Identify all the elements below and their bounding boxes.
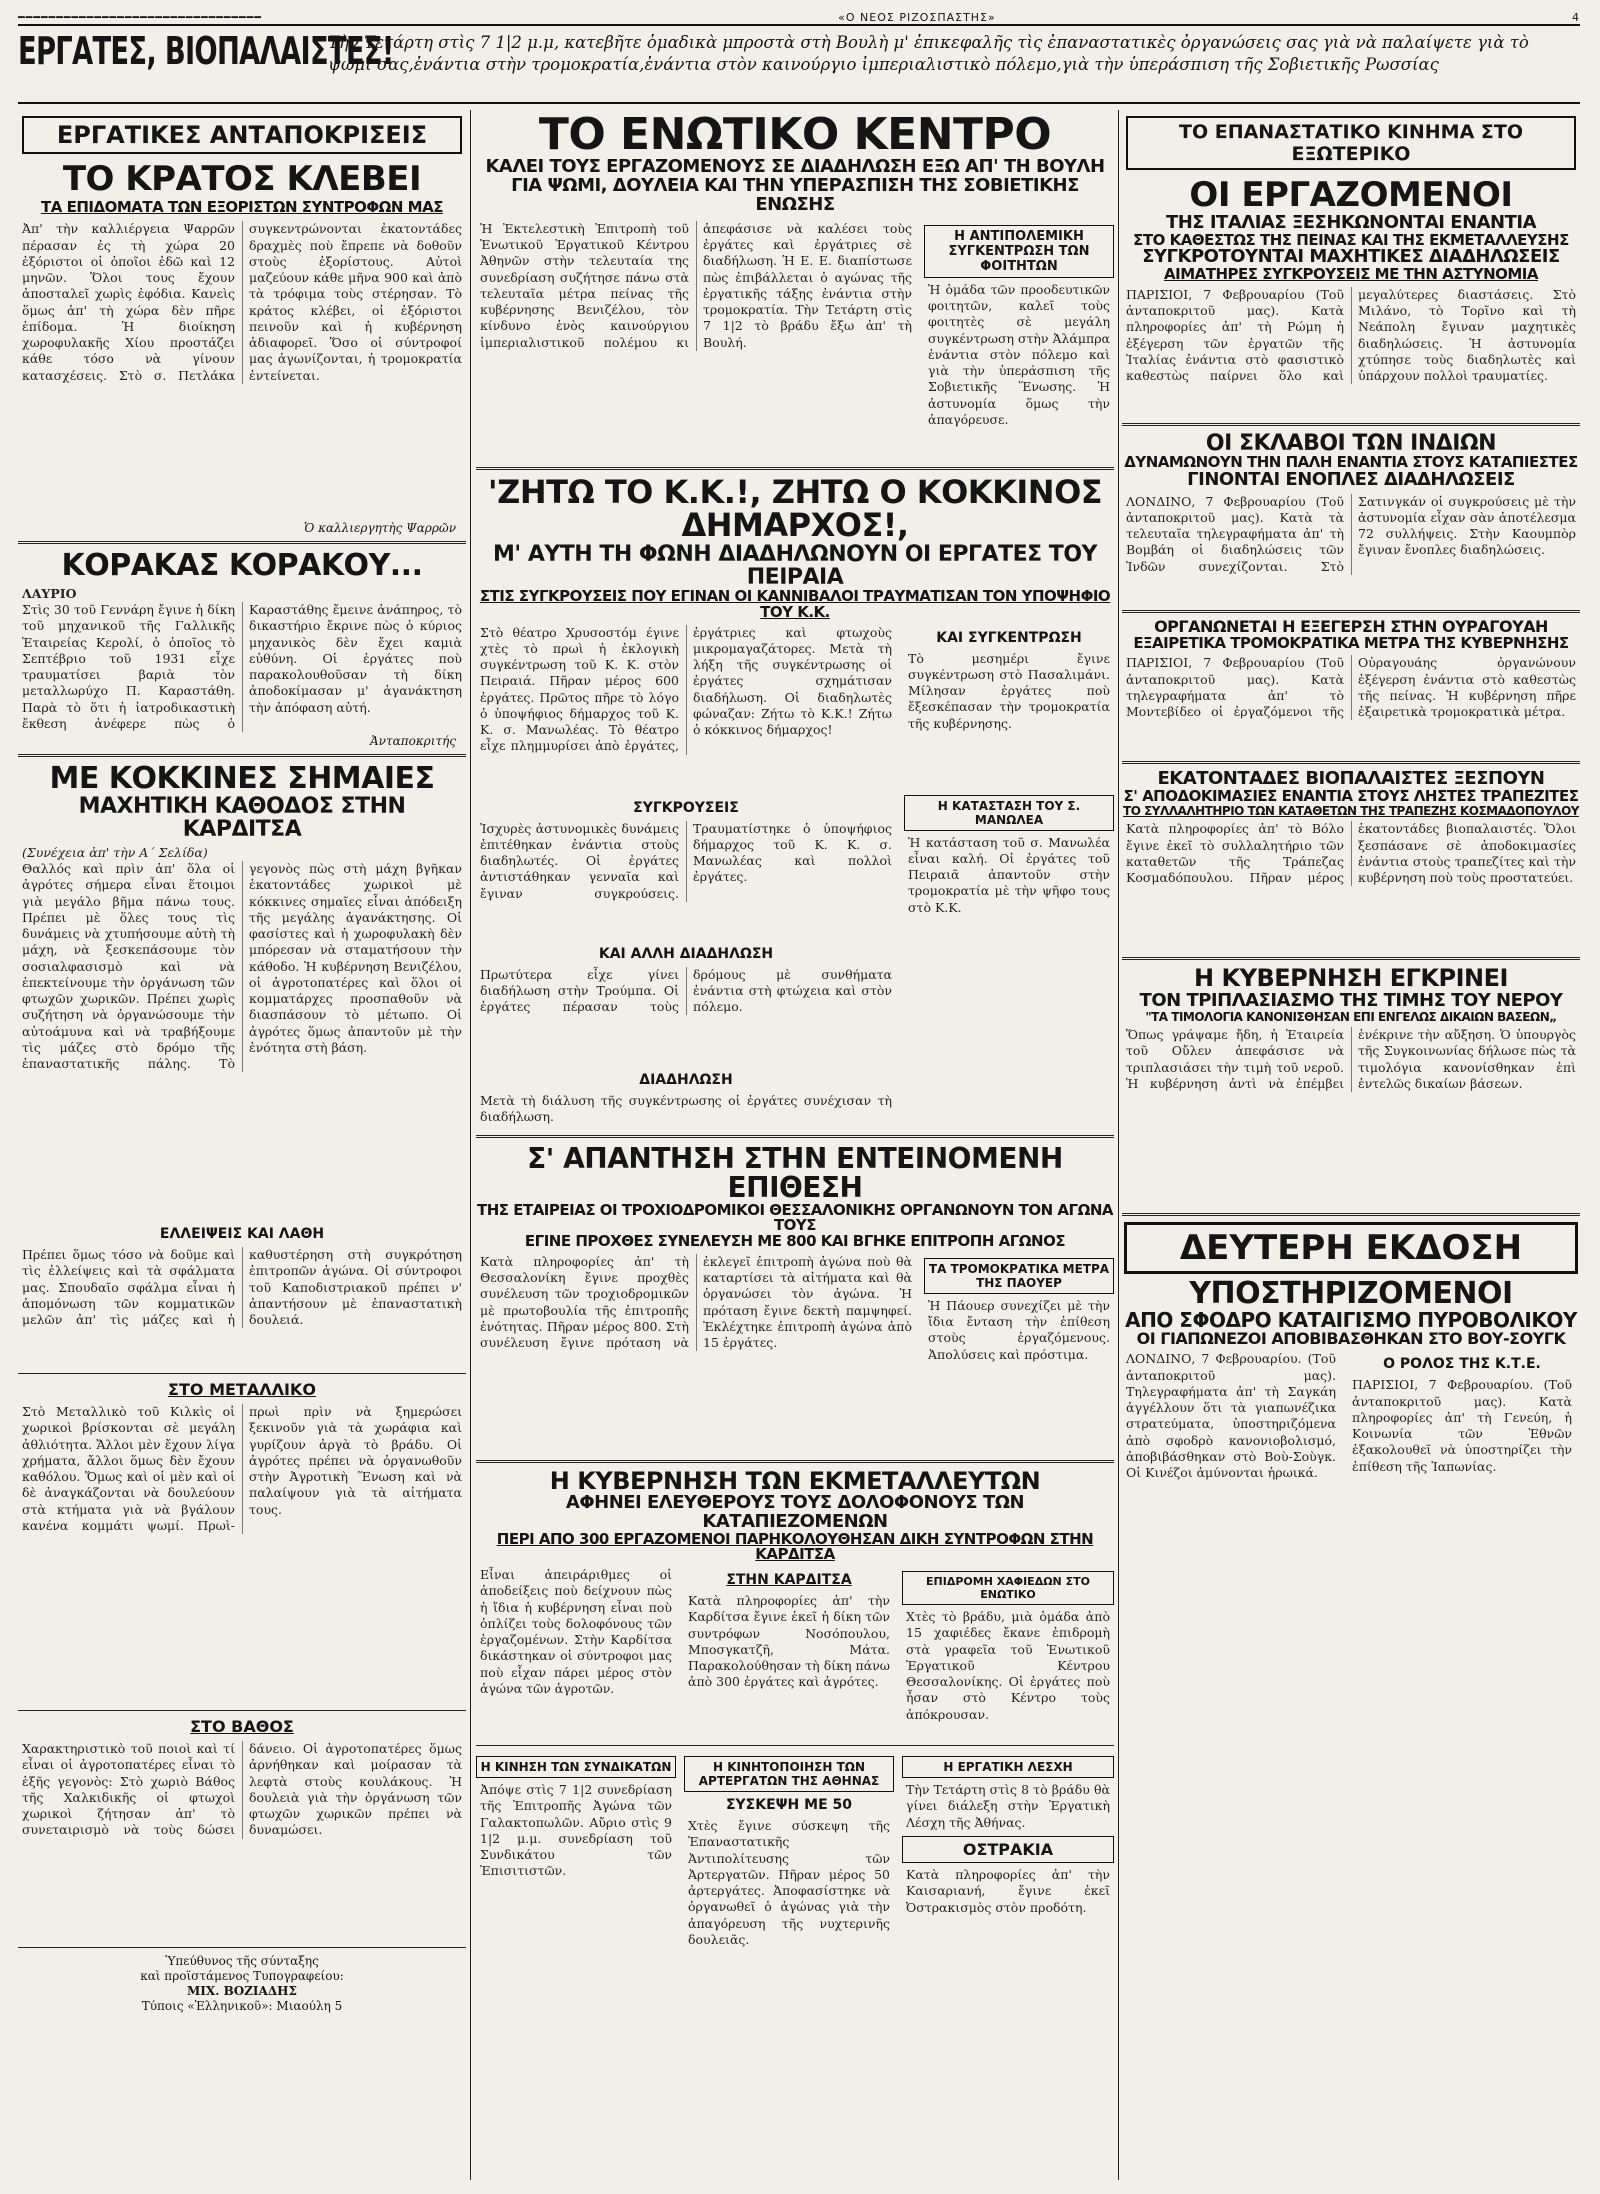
right-column: [1122, 110, 1580, 2180]
article-subheadline: ΤΑ ΕΠΙΔΟΜΑΤΑ ΤΩΝ ΕΞΟΡΙΣΤΩΝ ΣΥΝΤΡΟΦΩΝ ΜΑΣ: [41, 197, 443, 216]
article-subheadline: ΔΥΝΑΜΩΝΟΥΝ ΤΗΝ ΠΑΛΗ ΕΝΑΝΤΙΑ ΣΤΟΥΣ ΚΑΤΑΠΙΕΣΤΕΣ: [1124, 453, 1578, 472]
article-body: Ἡ Ἐκτελεστικὴ Ἐπιτροπὴ τοῦ Ἑνωτικοῦ Ἐργατικοῦ Κέντρου Ἀθηνῶν στὴν τελευταία της συνεδρίαση συζήτησε πάνω στὰ τελευταῖα μέτρα πείνας τῆς κυβέρνησης Βενιζέλου, τὸν κίνδυνο ἑνὸς καινούργιου ἰμπεριαλιστικοῦ πολέμου κι ἀπεφάσισε νὰ καλέσει τοὺς ἐργάτες καὶ ἐργάτριες σὲ διαδήλωση. Ἡ Ε. Ε. διαπίστωσε πὼς ἐπιβάλλεται ὁ αγώνας τῆς ἐργατικῆς τάξης ἐνάντια στὴν τρομοκρατία. Τὴν Τετάρτη στὶς 7 1|2 τὸ βράδυ ἔξω ἀπ' τὴ Βουλή.: [480, 220, 912, 350]
article-body: Ἀπ' τὴν καλλιέργεια Ψαρρῶν πέρασαν ἐς τὴ χώρα 20 ἐξόριστοι οἱ ὁποῖοι ἐδῶ καὶ 12 μηνῶν. Ὅλοι τους ἔχουν ἀποσταλεῖ χωρὶς ἐφόδια. Κανεὶς ὅμως ἀπ' τὴ χώρα δὲν πῆρε ἐπίδομα. Ἡ διοίκηση χωροφυλακῆς Χίου προστάζει κάθε τόσο νὰ γίνουν κατασχέσεις. Στὸ σ. Πετλάκα συγκεντρώνονται ἐκατοντάδες δραχμὲς ποὺ ἔπρεπε νὰ δοθοῦν στοὺς ἐξορίστους. Αὐτοὶ μαζεύουν κάθε μῆνα 900 καὶ ἀπὸ τὰ τρόφιμα τοὺς στέρησαν. Τὸ κράτος κλέβει, οἱ ἐξόριστοι πεινοῦν καὶ ἡ κυβέρνηση ἀδιαφορεῖ. Ὅσο οἱ σύντροφοί μας ἀγωνίζονται, ἡ τρομοκρατία ἐντείνεται.: [22, 221, 462, 383]
article-body: Τὴν Τετάρτη στὶς 8 τὸ βράδυ θὰ γίνει διάλεξη στὴν Ἐργατικὴ Λέσχη τῆς Ἀθήνας.: [906, 1782, 1110, 1830]
boxed-subheading: Η ΚΙΝΗΤΟΠΟΙΗΣΗ ΤΩΝ ΑΡΤΕΡΓΑΤΩΝ ΤΗΣ ΑΘΗΝΑΣ: [684, 1756, 894, 1792]
article-headline: Η ΚΥΒΕΡΝΗΣΗ ΤΩΝ ΕΚΜΕΤΑΛΛΕΥΤΩΝ: [549, 1466, 1041, 1495]
article-subheadline: Μ' ΑΥΤΗ ΤΗ ΦΩΝΗ ΔΙΑΔΗΛΩΝΟΥΝ ΟΙ ΕΡΓΑΤΕΣ ΤΟΥ ΠΕΙΡΑΙΑ: [493, 542, 1097, 591]
divider: [476, 1135, 1114, 1138]
article-subheadline: ΣΥΓΚΡΟΤΟΥΝΤΑΙ ΜΑΧΗΤΙΚΕΣ ΔΙΑΔΗΛΩΣΕΙΣ: [1142, 246, 1560, 268]
inline-subheading: ΣΥΓΚΡΟΥΣΕΙΣ: [633, 799, 739, 816]
article-body: Ἰσχυρὲς ἀστυνομικὲς δυνάμεις ἐπιτέθηκαν ἐνάντια στοὺς διαδηλωτές. Οἱ ἐργάτες ἀντιστάθηκαν γενναῖα καὶ ἔγιναν συγκρούσεις. Τραυματίστηκε ὁ ὑποψήφιος δήμαρχος τοῦ Κ. Κ. σ. Μανωλέας καὶ πολλοὶ ἐργάτες.: [480, 820, 892, 901]
newspaper-page: [18, 10, 1580, 2180]
article-headline: ΤΟ ΚΡΑΤΟΣ ΚΛΕΒΕΙ: [62, 159, 422, 199]
article-headline: ΚΟΡΑΚΑΣ ΚΟΡΑΚΟΥ...: [61, 548, 423, 584]
divider: [476, 467, 1114, 470]
article-headline: Η ΚΥΒΕΡΝΗΣΗ ΕΓΚΡΙΝΕΙ: [1194, 964, 1508, 993]
continuation-note: (Συνέχεια ἀπ' τὴν Α΄ Σελίδα): [22, 844, 208, 860]
article-headline: ΣΤΟ ΜΕΤΑΛΛΙΚΟ: [168, 1380, 316, 1400]
second-edition-banner: ΔΕΥΤΕΡΗ ΕΚΔΟΣΗ: [1124, 1222, 1578, 1274]
article-subheadline: ΕΓΙΝΕ ΠΡΟΧΘΕΣ ΣΥΝΕΛΕΥΣΗ ΜΕ 800 ΚΑΙ ΒΓΗΚΕ ΕΠΙΤΡΟΠΗ ΑΓΩΝΟΣ: [524, 1232, 1066, 1251]
inline-subheading: ΔΙΑΔΗΛΩΣΗ: [639, 1071, 733, 1088]
inline-subheading: ΕΛΛΕΙΨΕΙΣ ΚΑΙ ΛΑΘΗ: [159, 1226, 325, 1243]
article-subheadline: ΤΗΣ ΙΤΑΛΙΑΣ ΞΕΣΗΚΩΝΟΝΤΑΙ ΕΝΑΝΤΙΑ: [1165, 211, 1537, 233]
article-body: Χαρακτηριστικὸ τοῦ ποιοὶ καὶ τί εἶναι οἱ ἀγροτοπατέρες εἶναι τὸ ἑξῆς γεγονὸς: Στὸ χωριὸ Βάθος τῆς Χαλκιδικῆς οἱ φτωχοὶ χωρικοὶ ζήτησαν ἀπ' τὸ συνεταιρισμὸ νὰ τοὺς δώσει δάνειο. Οἱ ἀγροτοπατέρες ὅμως ἀρνήθηκαν καὶ μοίρασαν τὰ λεφτὰ στοὺς κουλάκους. Ἡ δουλειὰ γιὰ τὴν ὀργάνωση τῶν φτωχῶν χωρικῶν πρέπει νὰ δυναμώσει.: [22, 1741, 462, 1838]
article-body: ΠΑΡΙΣΙΟΙ, 7 Φεβρουαρίου (Τοῦ ἀνταποκριτοῦ μας). Κατὰ τηλεγραφήματα ἀπ' τὸ Μοντεβίδεο οἱ ἐργαζόμενοι τῆς Οὐραγουάης ὀργανώνουν ἐξέγερση ἐνάντια στὸ καθεστὼς τῆς πείνας. Ἡ κυβέρνηση πῆρε ἐξαιρετικὰ τρομοκρατικὰ μέτρα.: [1126, 655, 1576, 719]
article-subheadline: ΣΤΙΣ ΣΥΓΚΡΟΥΣΕΙΣ ΠΟΥ ΕΓΙΝΑΝ ΟΙ ΚΑΝΝΙΒΑΛΟΙ ΤΡΑΥΜΑΤΙΣΑΝ ΤΟΝ ΥΠΟΨΗΦΙΟ ΤΟΥ Κ.Κ.: [479, 587, 1111, 621]
article-body: Ἀπόψε στὶς 7 1|2 συνεδρίαση τῆς Ἐπιτροπῆς Ἀγώνα τῶν Γαλακτοπωλῶν. Αὔριο στὶς 9 1|2 μ.μ. συνεδρίαση τοῦ Συνδικάτου τῶν Ἐπισιτιστῶν.: [480, 1782, 672, 1879]
article-body: Στὶς 30 τοῦ Γεννάρη ἔγινε ἡ δίκη τοῦ μηχανικοῦ τῆς Γαλλικῆς Ἑταιρείας Κερολί, ὁ ὁποῖος τὸ Σεπτέβριο τοῦ 1931 εἶχε τραυματίσει βαριὰ τὸν μεταλλωρύχο Π. Καραστάθη. Παρὰ τὸ ὅτι ἡ ἰατροδικαστικὴ ἔκθεση ἀνέφερε πὼς ὁ Καραστάθης ἔμεινε ἀνάπηρος, τὸ δικαστήριο ἔκρινε πὼς ὁ κύριος μηχανικὸς δὲν ἔχει καμιὰ εὐθύνη. Οἱ ἐργάτες ποὺ παρακολουθοῦσαν τὴ δίκη ἀποδοκίμασαν μ' ἀγανάκτηση τὴν ἀπόφαση αὐτή.: [22, 602, 462, 731]
section-heading: ΕΡΓΑΤΙΚΕΣ ΑΝΤΑΠΟΚΡΙΣΕΙΣ: [22, 116, 462, 154]
running-title: «Ο ΝΕΟΣ ΡΙΖΟΣΠΑΣΤΗΣ»: [838, 10, 996, 24]
lead-headline: ΤΟ ΕΝΩΤΙΚΟ ΚΕΝΤΡΟ: [538, 109, 1052, 160]
boxed-subheading: Η ΕΡΓΑΤΙΚΗ ΛΕΣΧΗ: [902, 1756, 1114, 1778]
article-subheadline: ΤΗΣ ΕΤΑΙΡΕΙΑΣ ΟΙ ΤΡΟΧΙΟΔΡΟΜΙΚΟΙ ΘΕΣΣΑΛΟΝΙΚΗΣ ΟΡΓΑΝΩΝΟΥΝ ΤΟΝ ΑΓΩΝΑ ΤΟΥΣ: [476, 1200, 1114, 1235]
article-body: ΠΑΡΙΣΙΟΙ, 7 Φεβρουαρίου. (Τοῦ ἀνταποκριτοῦ μας). Κατὰ πληροφορίες ἀπ' τὴ Γενεύη, ἡ Κοινωνία τῶν Ἐθνῶν ἐξακολουθεῖ νὰ ὑποστηρίζει τὴν ἐπίθεση τῆς Ἰαπωνίας.: [1352, 1377, 1572, 1474]
center-column: [476, 110, 1114, 2180]
article-subheadline: ΠΕΡΙ ΑΠΟ 300 ΕΡΓΑΖΟΜΕΝΟΙ ΠΑΡΗΚΟΛΟΥΘΗΣΑΝ ΔΙΚΗ ΣΥΝΤΡΟΦΩΝ ΣΤΗΝ ΚΑΡΔΙΤΣΑ: [496, 1529, 1094, 1564]
article-subheadline: Σ' ΑΠΟΔΟΚΙΜΑΣΙΕΣ ΕΝΑΝΤΙΑ ΣΤΟΥΣ ΛΗΣΤΕΣ ΤΡΑΠΕΖΙΤΕΣ: [1123, 787, 1579, 806]
divider: [1122, 957, 1580, 960]
divider: [18, 541, 466, 544]
page-number: 4: [1572, 10, 1580, 24]
imprint: [18, 1954, 466, 2014]
divider: [1122, 1213, 1580, 1216]
article-body: ΛΟΝΔΙΝΟ, 7 Φεβρουαρίου. (Τοῦ ἀνταποκριτοῦ μας). Τηλεγραφήματα ἀπ' τὴ Σαγκάη ἀγγέλλουν ὅτι τὰ γιαπωνέζικα στρατεύματα, ὑποστηριζόμενα ἀπὸ σφοδρὸ κανονιοβολισμό, ἀποβιβάσθηκαν στὸ Βοὺ-Σοὺγκ. Οἱ Κινέζοι ἀμύνονται ἡρωικά.: [1126, 1351, 1336, 1481]
boxed-subheading: ΕΠΙΔΡΟΜΗ ΧΑΦΙΕΔΩΝ ΣΤΟ ΕΝΩΤΙΚΟ: [902, 1571, 1114, 1605]
imprint-editor: ΜΙΧ. ΒΟΖΙΑΔΗΣ: [187, 1984, 297, 1999]
article-headline: ΥΠΟΣΤΗΡΙΖΟΜΕΝΟΙ: [1189, 1276, 1513, 1312]
article-subheadline: ΜΑΧΗΤΙΚΗ ΚΑΘΟΔΟΣ ΣΤΗΝ ΚΑΡΔΙΤΣΑ: [78, 793, 406, 842]
inline-subheading: ΣΤΗΝ ΚΑΡΔΙΤΣΑ: [726, 1572, 852, 1589]
running-header: [18, 10, 1580, 26]
article-body: Κατὰ πληροφορίες ἀπ' τὴν Καισαριανή, ἔγινε ἐκεῖ Ὀστρακισμὸς στὸν προδότη.: [906, 1867, 1110, 1915]
article-subheadline: "ΤΑ ΤΙΜΟΛΟΓΙΑ ΚΑΝΟΝΙΣΘΗΣΑΝ ΕΠΙ ΕΝΓΕΛΩΣ ΔΙΚΑΙΩΝ ΒΑΣΕΩΝ„: [1145, 1009, 1557, 1024]
article-subheadline: ΤΟΝ ΤΡΙΠΛΑΣΙΑΣΜΟ ΤΗΣ ΤΙΜΗΣ ΤΟΥ ΝΕΡΟΥ: [1139, 989, 1563, 1011]
article-subheadline: ΑΦΗΝΕΙ ΕΛΕΥΘΕΡΟΥΣ ΤΟΥΣ ΔΟΛΟΦΟΝΟΥΣ ΤΩΝ ΚΑΤΑΠΙΕΖΟΜΕΝΩΝ: [565, 1491, 1025, 1532]
imprint-line: Τύποις «Ἑλληνικοῦ»: Μιαούλη 5: [141, 1999, 343, 2014]
divider: [18, 1710, 466, 1711]
columns: [18, 110, 1580, 2180]
left-column: [18, 110, 466, 2180]
article-body: Ἡ ὁμάδα τῶν προοδευτικῶν φοιτητῶν, καλεῖ τοὺς φοιτητὲς σὲ μεγάλη συγκέντρωση στὴν Ἀλάμπρα ἐνάντια στὸν πόλεμο καὶ γιὰ τὴν ὑπεράσπιση τῆς Σοβιετικῆς Ἕνωσης. Ἡ ἀστυνομία ὅμως τὴν ἀπαγόρευσε.: [928, 281, 1110, 427]
article-body: Πρωτύτερα εἶχε γίνει διαδήλωση στὴν Τρούμπα. Οἱ ἐργάτες πέρασαν τοὺς δρόμους μὲ συνθήματα ἐνάντια στὴ φτώχεια καὶ στὸν πόλεμο.: [480, 966, 892, 1015]
top-banner: [18, 26, 1580, 104]
lead-subheadline: ΓΙΑ ΨΩΜΙ, ΔΟΥΛΕΙΑ ΚΑΙ ΤΗΝ ΥΠΕΡΑΣΠΙΣΗ ΤΗΣ ΣΟΒΙΕΤΙΚΗΣ ΕΝΩΣΗΣ: [511, 175, 1079, 215]
article-body: Χτὲς ἔγινε σύσκεψη τῆς Ἐπαναστατικῆς Ἀντιπολίτευσης τῶν Ἀρτεργατῶν. Πῆραν μέρος 50 ἀρτεργάτες. Ἀποφασίστηκε νὰ ὀργανωθεῖ ὁ ἀγώνας γιὰ τὴν ἀπαγόρευση τῆς νυχτερινῆς δουλειᾶς.: [688, 1818, 890, 1947]
boxed-subheading: Η ΑΝΤΙΠΟΛΕΜΙΚΗ ΣΥΓΚΕΝΤΡΩΣΗ ΤΩΝ ΦΟΙΤΗΤΩΝ: [924, 225, 1114, 278]
column-divider: [1118, 110, 1119, 2180]
inline-subheading: ΚΑΙ ΑΛΛΗ ΔΙΑΔΗΛΩΣΗ: [598, 945, 774, 962]
article-body: Ὅπως γράψαμε ἤδη, ἡ Ἑταιρεία τοῦ Οὔλεν ἀπεφάσισε νὰ τριπλασιάσει τὴν τιμὴ τοῦ νεροῦ. Ἡ κυβέρνηση ἀντὶ νὰ ἐπέμβει ἐνέκρινε τὴν αὔξηση. Ὁ ὑπουργὸς τῆς Συγκοινωνίας δήλωσε πὼς τὰ τιμολόγια κανονίσθηκαν ἐπὶ ἐντελῶς δικαίων βάσεων.: [1126, 1027, 1576, 1091]
column-divider: [470, 110, 471, 2180]
article-headline: ΜΕ ΚΟΚΚΙΝΕΣ ΣΗΜΑΙΕΣ: [49, 761, 435, 797]
article-signature: Ἀνταποκριτής: [370, 734, 456, 749]
inline-subheading: ΣΥΣΚΕΨΗ ΜΕ 50: [725, 1797, 852, 1814]
divider: [1122, 610, 1580, 613]
article-subheadline: ΤΟ ΣΥΛΛΑΛΗΤΗΡΙΟ ΤΩΝ ΚΑΤΑΘΕΤΩΝ ΤΗΣ ΤΡΑΠΕΖΗΣ ΚΟΣΜΑΔΟΠΟΥΛΟΥ: [1123, 803, 1579, 818]
article-body: Εἶναι ἀπειράριθμες οἱ ἀποδείξεις ποὺ δείχνουν πὼς ἡ ἴδια ἡ κυβέρνηση εἶναι ποὺ ὁπλίζει τοὺς δολοφόνους τῶν ἐργαζομένων. Στὴν Καρδίτσα δικάστηκαν οἱ σύντροφοι μας ποὺ εἶχαν πάρει μέρος στὸν ἀγώνα τῶν ἀγροτῶν.: [480, 1567, 672, 1696]
article-body: Τὸ μεσημέρι ἔγινε συγκέντρωση στὸ Πασαλιμάνι. Μίλησαν ἐργάτες ποὺ ἔξεσκέπασαν τὴν τρομοκρατία τῆς κυβέρνησης.: [908, 650, 1110, 731]
article-body: ΠΑΡΙΣΙΟΙ, 7 Φεβρουαρίου (Τοῦ ἀνταποκριτοῦ μας). Κατὰ πληροφορίες ἀπ' τὴ Ρώμη ἡ ἐξέγερση τῶν ἐργατῶν τῆς Ἰταλίας ἐνάντια στὸ φασιστικὸ καθεστὼς παίρνει ὅλο καὶ μεγαλύτερες διαστάσεις. Στὸ Μιλάνο, τὸ Τορῖνο καὶ τὴ Νεάπολη ἔγιναν μαχητικὲς διαδηλώσεις. Ἡ ἀστυνομία χτύπησε τοὺς διαδηλωτὲς καὶ ὑπάρχουν πολλοὶ τραυματίες.: [1126, 286, 1576, 384]
article-subheadline: ΑΙΜΑΤΗΡΕΣ ΣΥΓΚΡΟΥΣΕΙΣ ΜΕ ΤΗΝ ΑΣΤΥΝΟΜΙΑ: [1164, 265, 1538, 284]
article-body: Κατὰ πληροφορίες ἀπ' τὴν Καρδίτσα ἔγινε ἐκεῖ ἡ δίκη τῶν συντρόφων Νοσόπουλου, Μποσγκατζῆ, Μάτα. Παρακολούθησαν τὴ δίκη πάνω ἀπὸ 300 ἐργάτες καὶ ἀγρότες.: [688, 1593, 890, 1690]
article-headline: ΟΡΓΑΝΩΝΕΤΑΙ Η ΕΞΕΓΕΡΣΗ ΣΤΗΝ ΟΥΡΑΓΟΥΑΗ: [1154, 616, 1548, 636]
divider: [1122, 423, 1580, 426]
imprint-line: καὶ προϊστάμενος Τυπογραφείου:: [140, 1969, 344, 1984]
divider: [18, 1373, 466, 1374]
divider: [1122, 761, 1580, 764]
article-subheadline: ΓΙΝΟΝΤΑΙ ΕΝΟΠΛΕΣ ΔΙΑΔΗΛΩΣΕΙΣ: [1187, 468, 1515, 490]
boxed-subheading: Η ΚΙΝΗΣΗ ΤΩΝ ΣΥΝΔΙΚΑΤΩΝ: [476, 1756, 676, 1778]
article-body: Στὸ θέατρο Χρυσοστόμ έγινε χτὲς τὸ πρωὶ ἡ ἐκλογικὴ συγκέντρωση τοῦ Κ. Κ. στὸν Πειραιά. Πῆραν μέρος 600 ἐργάτες. Πρῶτος πῆρε τὸ λόγο ὁ ὑποψήφιος δήμαρχος τοῦ Κ. Κ. σ. Μανωλέας. Τὸ θέατρο εἶχε πλημμυρίσει ἀπὸ ἐργάτες, ἐργάτριες καὶ φτωχοὺς μικρομαγαζάτορες. Μετὰ τὴ λήξη τῆς συγκέντρωσης οἱ ἐργάτες σχημάτισαν διαδήλωση. Οἱ διαδηλωτὲς φώναζαν: Ζήτω τὸ Κ.Κ.! Ζήτω ὁ κόκκινος δήμαρχος!: [480, 624, 892, 754]
divider: [18, 1947, 466, 1948]
article-place: ΛΑΥΡΙΟ: [22, 585, 77, 601]
divider: [18, 754, 466, 757]
article-body: ΛΟΝΔΙΝΟ, 7 Φεβρουαρίου (Τοῦ ἀνταποκριτοῦ μας). Κατὰ τὰ τελευταῖα τηλεγραφήματα ἀπ' τὴ Βομβάη οἱ διαδηλώσεις τῶν Ἰνδῶν συνεχίζονται. Στὸ Σατινγκάν οἱ συγκρούσεις μὲ τὴν ἀστυνομία εἶχαν σὰν ἀποτέλεσμα 72 συλλήψεις. Στὴν Καουμπὸρ ἔγιναν ἔνοπλες διαδηλώσεις.: [1126, 493, 1576, 574]
imprint-line: Ὑπεύθυνος τῆς σύνταξης: [165, 1954, 319, 1969]
article-headline: ΟΙ ΕΡΓΑΖΟΜΕΝΟΙ: [1189, 175, 1513, 215]
article-subheadline: ΕΞΑΙΡΕΤΙΚΑ ΤΡΟΜΟΚΡΑΤΙΚΑ ΜΕΤΡΑ ΤΗΣ ΚΥΒΕΡΝΗΣΗΣ: [1133, 633, 1569, 652]
divider: [476, 1460, 1114, 1463]
article-body: Θαλλός καὶ πρὶν ἀπ' ὅλα οἱ ἀγρότες σήμερα εἶναι ἕτοιμοι γιὰ μεγάλο βῆμα πάνω τους. Πρέπει μὲ ὅλες τους τὶς δυνάμεις νὰ χτυπήσουμε αὐτὴ τὴ μάχη, νὰ ξεσκεπάσουμε τὸν σοσιαλφασισμὸ καὶ νὰ ἐπεκτείνουμε τὴν ὀργάνωση τῶν φτωχῶν χωρικῶν. Πρέπει χωρὶς συζήτηση νὰ ὀργανώσουμε τὴν αὐτοάμυνα καὶ νὰ τραβήξουμε τὶς μάζες στὸ δρόμο τῆς ἐπαναστατικῆς πάλης. Τὸ γεγονὸς πὼς στὴ μάχη βγῆκαν ἑκατοντάδες χωρικοὶ μὲ κόκκινες σημαῖες εἶναι ἀπόδειξη τῆς μεγάλης ἀγανάκτησης. Οἱ φασίστες καὶ ἡ χωροφυλακὴ δὲν μπόρεσαν νὰ σταματήσουν τὴν κάθοδο. Ἡ κυβέρνηση Βενιζέλου, οἱ ἀγροτοπατέρες καὶ ὅλοι οἱ κομματάρχες προσπαθοῦν νὰ διασπάσουν τὸ μέτωπο. Οἱ ἀγρότες ὅμως ἀπαντοῦν μὲ τὴν ἑνότητα στὴ βάση.: [22, 861, 462, 1072]
article-headline: 'ΖΗΤΩ ΤΟ Κ.Κ.!, ΖΗΤΩ Ο ΚΟΚΚΙΝΟΣ ΔΗΜΑΡΧΟΣ!,: [487, 472, 1103, 545]
article-body: Πρέπει ὅμως τόσο νὰ δοῦμε καὶ τὶς ἐλλείψεις καὶ τὰ σφάλματα μας. Σπουδαῖο σφάλμα εἶναι ἡ ἀπομόνωση τῶν κομματικῶν μελῶν ἀπ' τὶς μάζες καὶ ἡ καθυστέρηση στὴ συγκρότηση ἐπιτροπῶν ἀγώνα. Οἱ σύντροφοι τοῦ Καποδιστριακοῦ πρέπει ν' ἀπαντήσουν μὲ ἐπαναστατικὴ δουλειά.: [22, 1247, 462, 1328]
section-heading: ΤΟ ΕΠΑΝΑΣΤΑΤΙΚΟ ΚΙΝΗΜΑ ΣΤΟ ΕΞΩΤΕΡΙΚΟ: [1126, 116, 1576, 170]
article-body: Κατὰ πληροφορίες ἀπ' τὴ Θεσσαλονίκη ἔγινε προχθὲς συνέλευση τῶν τροχιοδρομικῶν μὲ πρωτοβουλία τῆς ἐπιτροπῆς ἐνότητας. Πῆραν μέρος 800. Στὴ συνέλευση ἔγινε πρόταση νὰ ἐκλεγεῖ ἐπιτροπὴ ἀγώνα ποὺ θὰ καταρτίσει τὰ αἰτήματα καὶ θὰ ὀργανώσει τὸν ἀγώνα. Ἡ πρόταση ἔγινε δεκτὴ παμψηφεί. Ἐκλέχτηκε ἐπιτροπὴ ἀγώνα ἀπὸ 15 ἐργάτες.: [480, 1253, 912, 1351]
lead-subheadline: ΚΑΛΕΙ ΤΟΥΣ ΕΡΓΑΖΟΜΕΝΟΥΣ ΣΕ ΔΙΑΔΗΛΩΣΗ ΕΞΩ ΑΠ' ΤΗ ΒΟΥΛΗ: [485, 156, 1105, 178]
article-headline: ΣΤΟ ΒΑΘΟΣ: [190, 1717, 294, 1737]
boxed-subheading: ΤΑ ΤΡΟΜΟΚΡΑΤΙΚΑ ΜΕΤΡΑ ΤΗΣ ΠΑΟΥΕΡ: [924, 1258, 1114, 1294]
article-body: Στὸ Μεταλλικὸ τοῦ Κιλκὶς οἱ χωρικοὶ βρίσκονται σὲ μεγάλη ἀθλιότητα. Ἄλλοι μὲν ἔχουν λίγα χρήματα, ἄλλοι ὅμως δὲν ἔχουν καθόλου. Ὅμως καὶ οἱ μὲν καὶ οἱ δὲ ἀναγκάζονται νὰ δουλεύουν στὰ κτήματα γιὰ νὰ βγάλουν κανένα κομμάτι ψωμί. Πρωὶ-πρωὶ πρὶν νὰ ξημερώσει ξεκινοῦν γιὰ τὰ χωράφια καὶ γυρίζουν ἀργὰ τὸ βράδυ. Οἱ ἀγρότες πρέπει νὰ ὀργανωθοῦν στὴν Ἀγροτικὴ Ἕνωση καὶ νὰ παλαίψουν γιὰ τὰ αἰτήματα τους.: [22, 1404, 462, 1533]
article-body: Κατὰ πληροφορίες ἀπ' τὸ Βόλο ἔγινε ἐκεῖ τὸ συλλαλητήριο τῶν καταθετῶν τῆς Τράπεζας Κοσμαδόπουλου. Πῆραν μέρος ἑκατοντάδες βιοπαλαιστές. Ὅλοι ξεσπάσανε σὲ ἀποδοκιμασίες ἐνάντια στοὺς τραπεζίτες καὶ τὴν κυβέρνηση ποὺ τοὺς προστατεύει.: [1126, 821, 1576, 886]
boxed-subheading: ΟΣΤΡΑΚΙΑ: [902, 1836, 1114, 1863]
article-body: Χτὲς τὸ βράδυ, μιὰ ὁμάδα ἀπὸ 15 χαφιέδες ἔκανε ἐπιδρομὴ στὰ γραφεῖα τοῦ Ἑνωτικοῦ Ἐργατικοῦ Κέντρου Θεσσαλονίκης. Οἱ ἐργάτες ποὺ ἦσαν στὸ Κέντρο τοὺς ἀπόκρουσαν.: [906, 1609, 1110, 1722]
article-headline: ΟΙ ΣΚΛΑΒΟΙ ΤΩΝ ΙΝΔΙΩΝ: [1205, 430, 1497, 456]
inline-subheading: Ο ΡΟΛΟΣ ΤΗΣ Κ.Τ.Ε.: [1383, 1356, 1541, 1373]
article-body: Ἡ κατάσταση τοῦ σ. Μανωλέα εἶναι καλή. Οἱ ἐργάτες τοῦ Πειραιᾶ ἀπαντοῦν στὴν τρομοκρατία μὲ τὴν ψῆφο τους στὸ Κ.Κ.: [908, 834, 1110, 915]
banner-title: ΕΡΓΑΤΕΣ, ΒΙΟΠΑΛΑΙΣΤΕΣ!: [18, 29, 394, 73]
article-signature: Ὁ καλλιεργητὴς Ψαρρῶν: [303, 521, 456, 536]
article-subheadline: ΑΠΟ ΣΦΟΔΡΟ ΚΑΤΑΙΓΙΣΜΟ ΠΥΡΟΒΟΛΙΚΟΥ: [1125, 1307, 1577, 1332]
article-body: Ἡ Πάουερ συνεχίζει μὲ τὴν ἴδια ἔνταση τὴν ἐπίθεση στοὺς ἐργαζόμενους. Ἀπολύσεις καὶ πρόστιμα.: [928, 1297, 1110, 1362]
boxed-subheading: Η ΚΑΤΑΣΤΑΣΗ ΤΟΥ Σ. ΜΑΝΩΛΕΑ: [904, 795, 1114, 831]
banner-text: Τὴν Τετάρτη στὶς 7 1|2 μ.μ, κατεβῆτε ὁμαδικὰ μπροστὰ στὴ Βουλὴ μ' ἐπικεφαλῆς τὶς ἐπαναστατικὲς ὀργανώσεις σας γιὰ νὰ παλαίψετε γιὰ τὸ ψωμί σας,ἐνάντια στὴν τρομοκρατία,ἐνάντια στὸν καινούργιο ἰμπεριαλιστικὸ πόλεμο,γιὰ τὴν ὑπεράσπιση τῆς Σοβιετικῆς Ρωσσίας: [328, 33, 1529, 75]
article-subheadline: ΟΙ ΓΙΑΠΩΝΕΖΟΙ ΑΠΟΒΙΒΑΣΘΗΚΑΝ ΣΤΟ ΒΟΥ-ΣΟΥΓΚ: [1136, 1328, 1566, 1348]
divider: [476, 1745, 1114, 1746]
running-header-left: ━━━━━━━━━━━━━━━━━━━━━━━━━━━━━━━━: [18, 10, 262, 24]
article-body: Μετὰ τὴ διάλυση τῆς συγκέντρωσης οἱ ἐργάτες συνέχισαν τὴ διαδήλωση.: [480, 1092, 892, 1124]
article-headline: Σ' ΑΠΑΝΤΗΣΗ ΣΤΗΝ ΕΝΤΕΙΝΟΜΕΝΗ ΕΠΙΘΕΣΗ: [527, 1141, 1063, 1205]
article-headline: ΕΚΑΤΟΝΤΑΔΕΣ ΒΙΟΠΑΛΑΙΣΤΕΣ ΞΕΣΠΟΥΝ: [1157, 768, 1545, 790]
inline-subheading: ΚΑΙ ΣΥΓΚΕΝΤΡΩΣΗ: [936, 629, 1082, 646]
article-subheadline: ΣΤΟ ΚΑΘΕΣΤΩΣ ΤΗΣ ΠΕΙΝΑΣ ΚΑΙ ΤΗΣ ΕΚΜΕΤΑΛΛΕΥΣΗΣ: [1133, 230, 1569, 249]
